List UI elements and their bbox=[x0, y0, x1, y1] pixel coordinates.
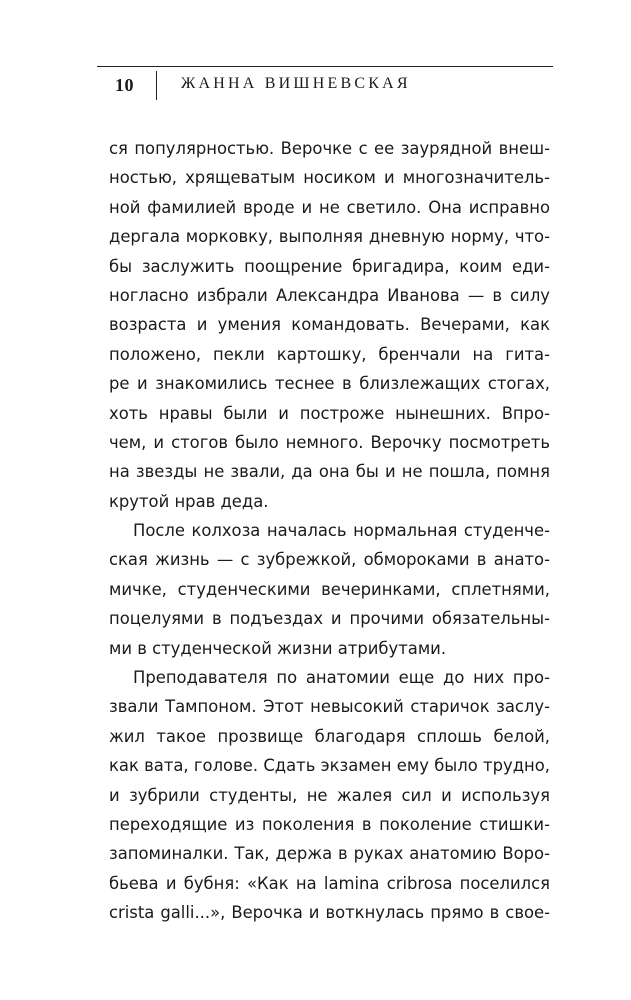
text-line: мичке, студенческими вечеринками, сплетнями, bbox=[109, 579, 550, 599]
paragraph bbox=[109, 134, 550, 516]
text-line: дергала морковку, выполняя дневную норму, что- bbox=[109, 227, 550, 247]
text-line: на звезды не звали, да она бы и не пошла, помня bbox=[109, 462, 550, 482]
text-line: и зубрили студенты, не жалея сил и используя bbox=[109, 785, 550, 805]
text-line: хоть нравы были и построже нынешних. Впро- bbox=[109, 403, 550, 423]
text-line: запоминалки. Так, держа в руках анатомию Воро- bbox=[109, 844, 550, 864]
page-number: 10 bbox=[115, 75, 134, 95]
text-line: как вата, голове. Сдать экзамен ему было трудно, bbox=[109, 756, 550, 776]
header-divider bbox=[156, 71, 157, 100]
text-line: переходящие из поколения в поколение стишки- bbox=[109, 814, 550, 834]
text-line: бьева и бубня: «Как на lamina cribrosa поселился bbox=[109, 873, 550, 893]
text-line: ной фамилией вроде и не светило. Она исправно bbox=[109, 197, 550, 217]
text-line: жил такое прозвище благодаря сплошь белой, bbox=[109, 726, 550, 746]
text-line: ся популярностью. Верочке с ее заурядной внеш- bbox=[109, 139, 550, 158]
running-head bbox=[97, 66, 553, 101]
text-line: ми в студенческой жизни атрибутами. bbox=[109, 638, 447, 658]
text-line: crista galli...», Верочка и воткнулась прямо в свое- bbox=[109, 903, 550, 923]
text-line: ностью, хрящеватым носиком и многозначитель- bbox=[109, 168, 550, 188]
text-line: чем, и стогов было немного. Верочку посмотреть bbox=[109, 432, 550, 452]
running-title: ЖАННА ВИШНЕВСКАЯ bbox=[181, 75, 411, 92]
text-line: ре и знакомились теснее в близлежащих стогах, bbox=[109, 374, 550, 394]
text-line: Преподавателя по анатомии еще до них про- bbox=[133, 668, 550, 688]
body-text bbox=[109, 134, 550, 928]
text-line: ногласно избрали Александра Иванова — в силу bbox=[109, 285, 550, 305]
text-line: возраста и умения командовать. Вечерами, как bbox=[109, 315, 550, 335]
text-line: крутой нрав деда. bbox=[109, 491, 269, 511]
paragraph bbox=[109, 663, 550, 928]
text-line: звали Тампоном. Этот невысокий старичок заслу- bbox=[109, 697, 550, 717]
paragraph bbox=[109, 516, 550, 663]
text-line: ская жизнь — с зубрежкой, обмороками в анато- bbox=[109, 550, 550, 570]
text-line: положено, пекли картошку, бренчали на гита- bbox=[109, 344, 550, 364]
text-line: бы заслужить поощрение бригадира, коим еди- bbox=[109, 256, 550, 276]
text-line: поцелуями в подъездах и прочими обязательны- bbox=[109, 609, 550, 629]
text-line: После колхоза началась нормальная студенче- bbox=[133, 521, 550, 541]
